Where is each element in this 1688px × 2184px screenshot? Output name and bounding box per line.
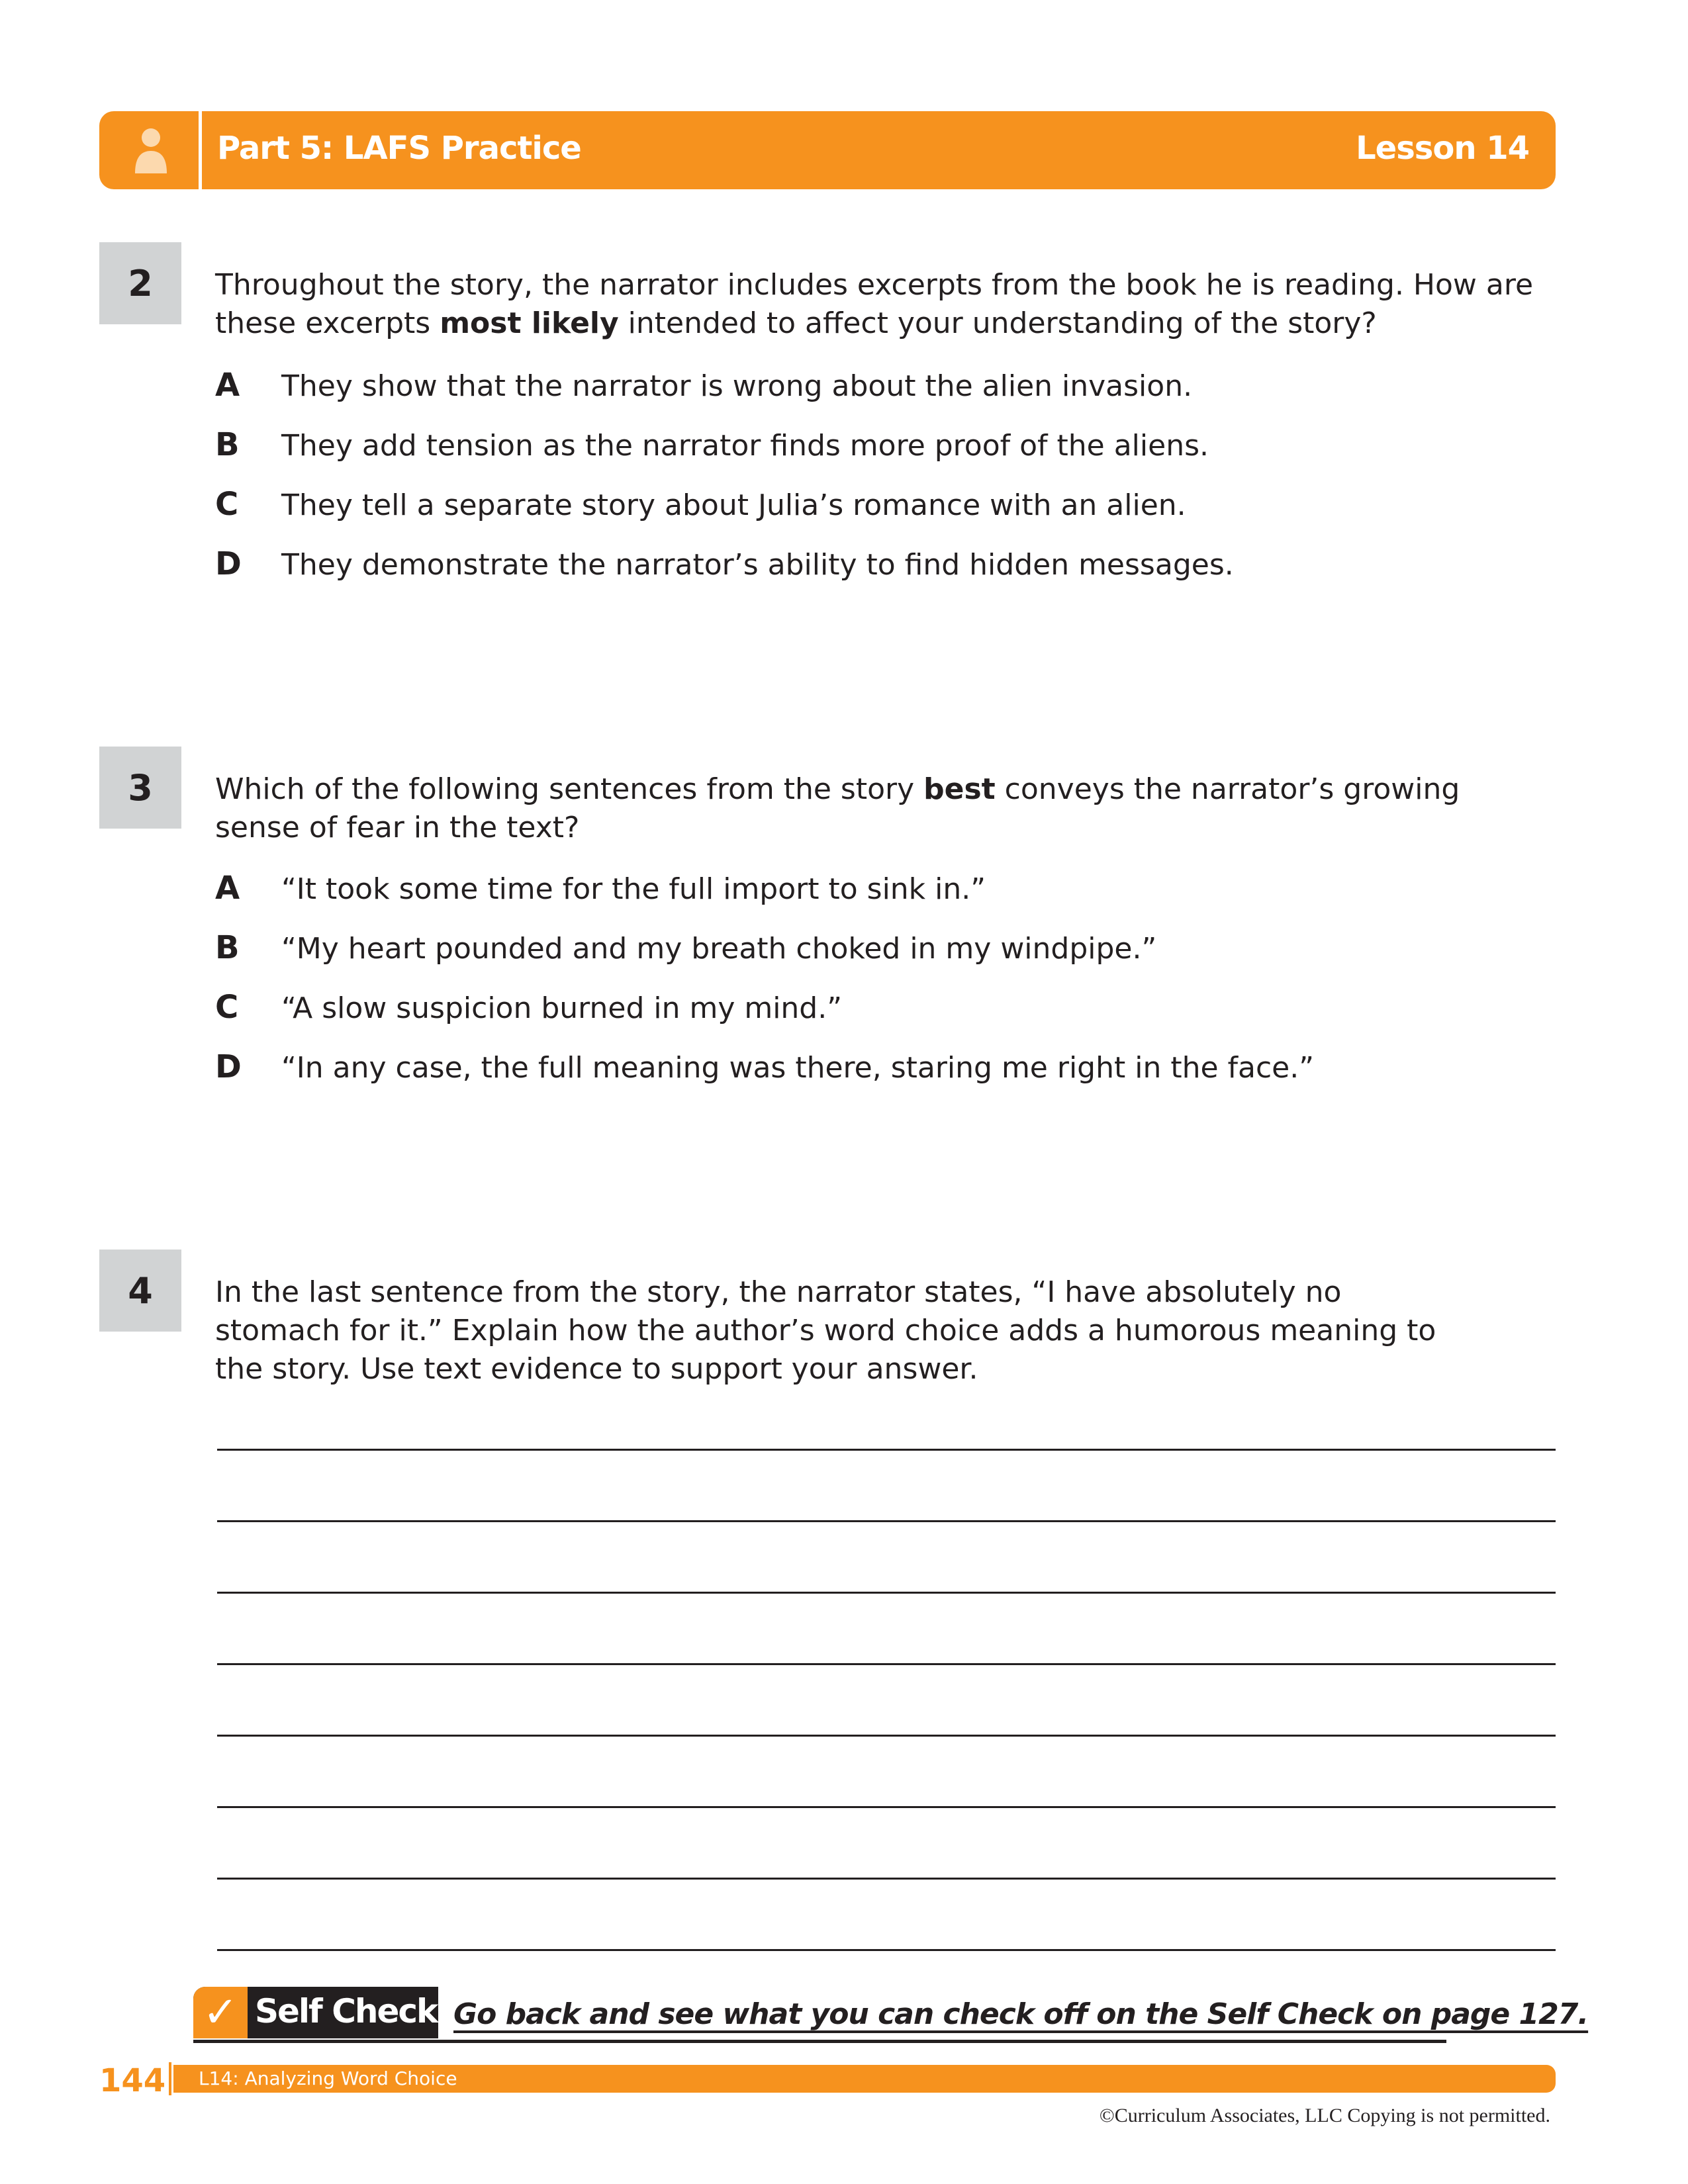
self-check-rule [193, 2040, 1446, 2043]
self-check-label: Self Check [255, 1992, 438, 2030]
copyright-notice: ©Curriculum Associates, LLC Copying is not permitted. [1099, 2105, 1550, 2126]
option-text[interactable]: They tell a separate story about Julia’s romance with an alien. [281, 488, 1186, 522]
answer-line[interactable] [217, 1663, 1556, 1665]
option-letter[interactable]: B [215, 929, 240, 966]
option-text[interactable]: “A slow suspicion burned in my mind.” [281, 991, 843, 1025]
page-number: 144 [99, 2062, 166, 2099]
question-number-box: 2 [99, 242, 181, 324]
option-letter[interactable]: A [215, 367, 240, 404]
lesson-header [99, 111, 1556, 189]
question-number-box: 3 [99, 747, 181, 829]
question-prompt: Which of the following sentences from the story best conveys the narrator’s growing sense of fear in the text? [215, 772, 1460, 844]
answer-line[interactable] [217, 1449, 1556, 1451]
self-check-instruction[interactable]: Go back and see what you can check off on the Self Check on page 127. [453, 1997, 1589, 2031]
option-letter[interactable]: D [215, 545, 242, 582]
option-text[interactable]: “In any case, the full meaning was there, staring me right in the face.” [281, 1051, 1315, 1085]
question-prompt: In the last sentence from the story, the narrator states, “I have absolutely no stomach for it.” Explain how the author’s word choice adds a humorous meaning to the story. Use text evidence to support your answer. [215, 1275, 1436, 1386]
option-letter[interactable]: B [215, 426, 240, 463]
person-icon [132, 127, 169, 173]
answer-line[interactable] [217, 1949, 1556, 1951]
header-divider [199, 111, 202, 189]
option-letter[interactable]: D [215, 1048, 242, 1085]
option-text[interactable]: They show that the narrator is wrong about the alien invasion. [281, 369, 1193, 403]
option-text[interactable]: “It took some time for the full import to sink in.” [281, 872, 986, 906]
checkmark-icon: ✓ [193, 1987, 248, 2038]
option-letter[interactable]: C [215, 989, 239, 1026]
option-letter[interactable]: A [215, 870, 240, 907]
option-text[interactable]: They add tension as the narrator finds more proof of the aliens. [281, 429, 1209, 463]
option-letter[interactable]: C [215, 486, 239, 523]
answer-line[interactable] [217, 1806, 1556, 1808]
answer-line[interactable] [217, 1592, 1556, 1594]
header-title: Part 5: LAFS Practice [217, 130, 581, 167]
option-text[interactable]: They demonstrate the narrator’s ability to find hidden messages. [281, 548, 1234, 582]
question-number-box: 4 [99, 1250, 181, 1332]
answer-line[interactable] [217, 1878, 1556, 1880]
header-lesson: Lesson 14 [1356, 130, 1529, 167]
footer-separator [169, 2062, 171, 2095]
option-text[interactable]: “My heart pounded and my breath choked in my windpipe.” [281, 932, 1157, 966]
answer-line[interactable] [217, 1520, 1556, 1522]
answer-line[interactable] [217, 1735, 1556, 1737]
footer-lesson-label: L14: Analyzing Word Choice [199, 2068, 457, 2089]
question-prompt: Throughout the story, the narrator includes excerpts from the book he is reading. How are these excerpts most likely intended to affect your understanding of the story? [215, 268, 1534, 340]
